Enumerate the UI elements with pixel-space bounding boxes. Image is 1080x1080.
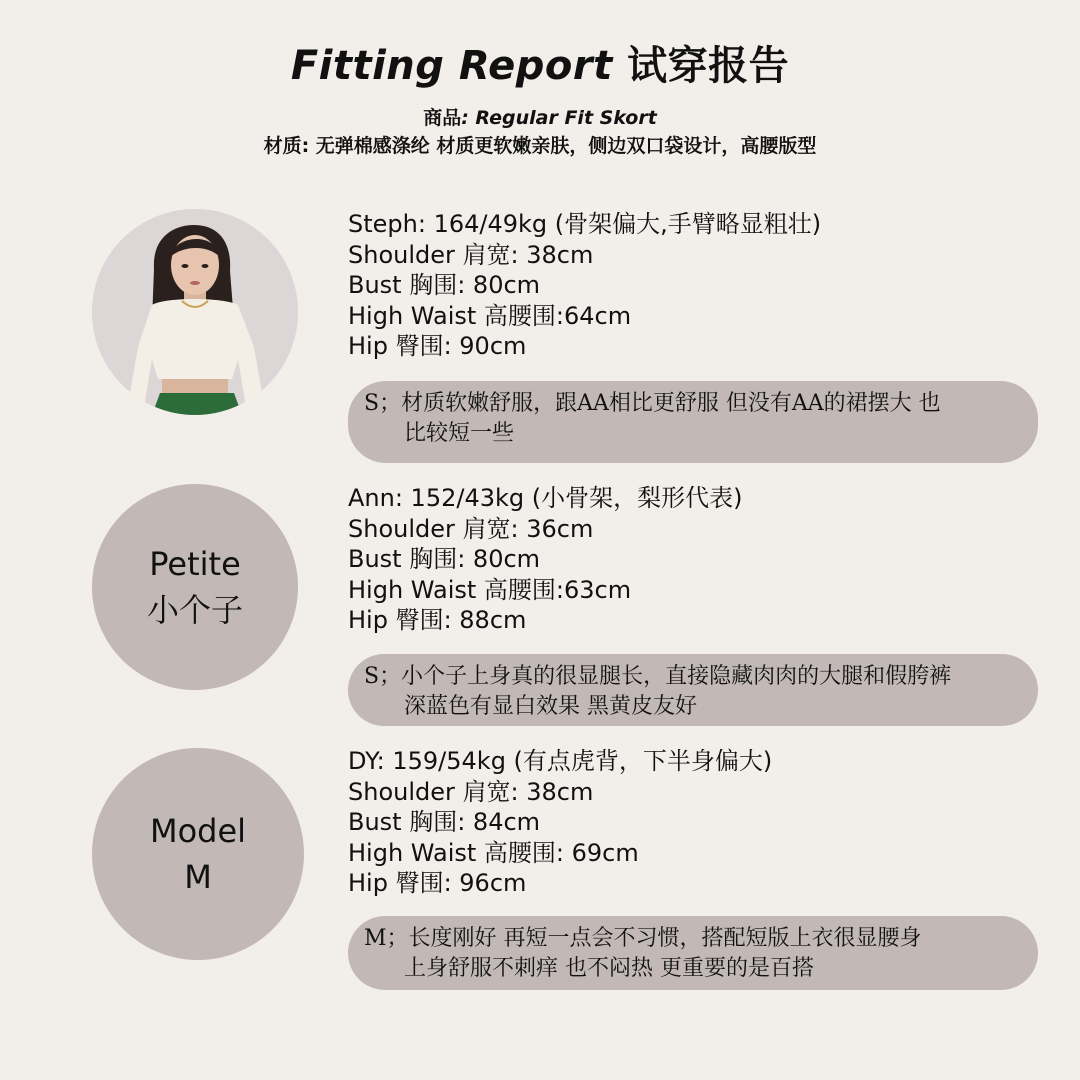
comment-line: S；材质软嫩舒服，跟AA相比更舒服 但没有AA的裙摆大 也 <box>364 391 941 416</box>
comment-line: S；小个子上身真的很显腿长，直接隐藏肉肉的大腿和假胯裤 <box>364 664 952 689</box>
stat-line: Hip 臀围: 96cm <box>348 869 527 897</box>
comment-line: M；长度刚好 再短一点会不习惯，搭配短版上衣很显腰身 <box>364 926 922 951</box>
title-english: Fitting Report <box>290 43 613 89</box>
title-chinese: 试穿报告 <box>627 43 790 89</box>
stat-line: Shoulder 肩宽: 36cm <box>348 514 594 543</box>
comment-line: 比较短一些 <box>404 421 515 446</box>
report-header <box>0 38 1080 160</box>
product-label: 商品 <box>423 107 462 129</box>
stat-line: DY: 159/54kg (有点虎背，下半身偏大) <box>348 747 773 775</box>
stat-line: Hip 臀围: 88cm <box>348 606 527 634</box>
comment-bubble-ann <box>348 654 1038 726</box>
material-line: 材质: 无弹棉感涤纶 材质更软嫩亲肤，侧边双口袋设计，高腰版型 <box>263 135 817 157</box>
model-stats-dy <box>348 746 772 899</box>
stat-line: Steph: 164/49kg (骨架偏大,手臂略显粗壮) <box>348 210 822 238</box>
circle-label: 小个子 <box>146 591 243 629</box>
stat-line: Ann: 152/43kg (小骨架，梨形代表) <box>348 484 743 512</box>
comment-bubble-dy <box>348 916 1038 990</box>
page-title <box>0 38 1080 94</box>
stat-line: High Waist 高腰围: 69cm <box>348 838 639 867</box>
circle-label: Petite <box>149 545 241 583</box>
comment-line: 上身舒服不刺痒 也不闷热 更重要的是百搭 <box>404 956 814 981</box>
stat-line: Bust 胸围: 84cm <box>348 808 541 836</box>
stat-line: High Waist 高腰围:64cm <box>348 301 632 330</box>
model-portrait-circle <box>92 209 298 415</box>
product-value: : Regular Fit Skort <box>461 107 657 129</box>
model-m-circle <box>92 748 304 960</box>
model-portrait-icon <box>92 209 298 415</box>
stat-line: Bust 胸围: 80cm <box>348 545 541 573</box>
comment-bubble-steph <box>348 381 1038 463</box>
model-stats-ann <box>348 483 742 636</box>
stat-line: Shoulder 肩宽: 38cm <box>348 240 594 269</box>
stat-line: Bust 胸围: 80cm <box>348 271 541 299</box>
comment-line: 深蓝色有显白效果 黑黄皮友好 <box>404 694 697 719</box>
petite-circle <box>92 484 298 690</box>
circle-label: Model <box>149 812 247 850</box>
product-line <box>0 104 1080 132</box>
stat-line: Shoulder 肩宽: 38cm <box>348 777 594 806</box>
model-stats-steph <box>348 209 821 362</box>
stat-line: Hip 臀围: 90cm <box>348 332 527 360</box>
stat-line: High Waist 高腰围:63cm <box>348 575 632 604</box>
circle-label: M <box>184 858 212 896</box>
